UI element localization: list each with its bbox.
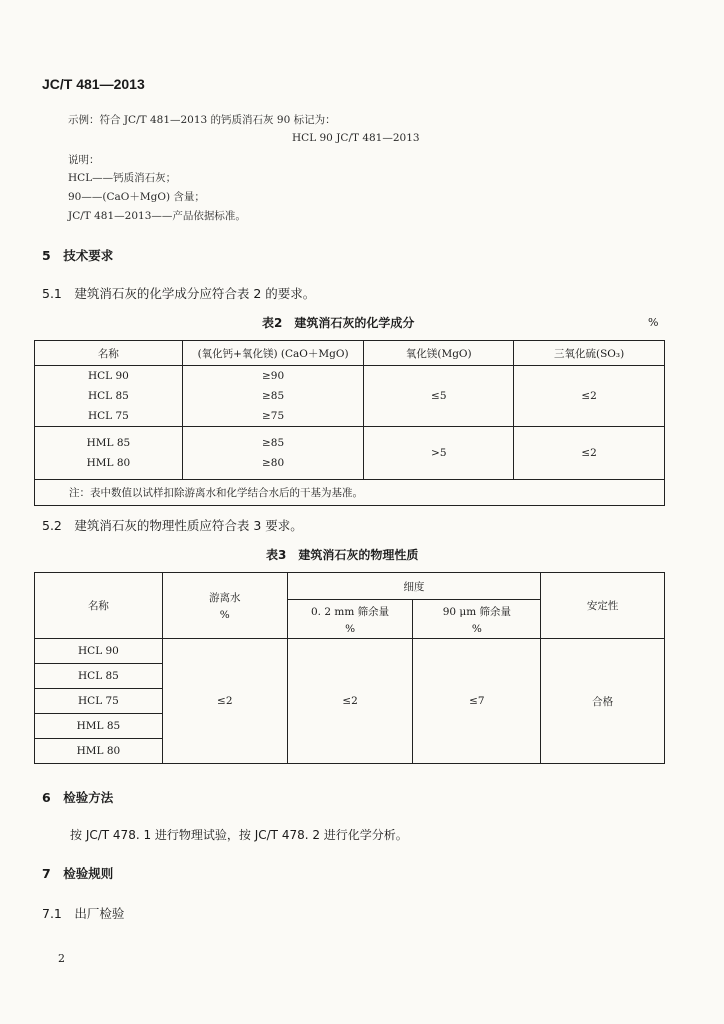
explain-item: HCL——钙质消石灰；	[68, 172, 177, 184]
section-title: 6 检验方法	[42, 790, 114, 805]
clause-5-1: 5.1 建筑消石灰的化学成分应符合表 2 的要求。	[42, 286, 316, 301]
table3-header: 游离水 %	[162, 573, 287, 639]
cao-cell: ≥90 ≥85 ≥75	[182, 366, 364, 427]
name-cell: HML 80	[35, 739, 163, 764]
table2-note: 注：表中数值以试样扣除游离水和化学结合水后的干基为基准。	[35, 480, 665, 506]
water-cell: ≤2	[162, 639, 287, 764]
table2-caption: 表2 建筑消石灰的化学成分	[262, 316, 415, 330]
clause-7-1: 7.1 出厂检验	[42, 906, 125, 921]
name-cell: HCL 85	[35, 664, 163, 689]
name-cell: HCL 90 HCL 85 HCL 75	[35, 366, 183, 427]
explain-item: 90——(CaO＋MgO) 含量；	[68, 191, 205, 203]
name-cell: HML 85 HML 80	[35, 427, 183, 480]
name-cell: HML 85	[35, 714, 163, 739]
mgo-cell: ≤5	[364, 366, 514, 427]
table3-header: 0. 2 mm 筛余量 %	[287, 600, 413, 639]
stability-cell: 合格	[541, 639, 665, 764]
table2-header: (氧化钙+氧化镁) (CaO＋MgO)	[182, 341, 364, 366]
mgo-cell: >5	[364, 427, 514, 480]
fine2-cell: ≤7	[413, 639, 541, 764]
table2-unit: %	[648, 316, 659, 329]
section-title: 5 技术要求	[42, 248, 114, 263]
table2-header: 名称	[35, 341, 183, 366]
section-title: 7 检验规则	[42, 866, 114, 881]
table3-header: 名称	[35, 573, 163, 639]
table2	[34, 340, 665, 506]
table3-header: 细度	[287, 573, 541, 600]
so3-cell: ≤2	[514, 366, 665, 427]
table-row	[35, 427, 665, 480]
section6-body: 按 JC/T 478. 1 进行物理试验，按 JC/T 478. 2 进行化学分析。	[70, 828, 408, 842]
name-cell: HCL 75	[35, 689, 163, 714]
table2-header: 氧化镁(MgO)	[364, 341, 514, 366]
table-row	[35, 639, 665, 664]
table3	[34, 572, 665, 764]
example-mark: HCL 90 JC/T 481—2013	[292, 132, 420, 144]
table3-caption: 表3 建筑消石灰的物理性质	[266, 548, 419, 562]
page-number: 2	[58, 952, 65, 965]
cao-cell: ≥85 ≥80	[182, 427, 364, 480]
table3-header: 安定性	[541, 573, 665, 639]
table2-header: 三氧化硫(SO₃)	[514, 341, 665, 366]
explain-item: JC/T 481—2013——产品依据标准。	[68, 210, 246, 222]
standard-number: JC/T 481—2013	[42, 76, 145, 92]
table-row	[35, 366, 665, 427]
example-line: 示例：符合 JC/T 481—2013 的钙质消石灰 90 标记为：	[68, 114, 336, 126]
table3-header: 90 μm 筛余量 %	[413, 600, 541, 639]
so3-cell: ≤2	[514, 427, 665, 480]
explain-title: 说明：	[68, 154, 100, 166]
clause-5-2: 5.2 建筑消石灰的物理性质应符合表 3 要求。	[42, 518, 303, 533]
fine1-cell: ≤2	[287, 639, 413, 764]
name-cell: HCL 90	[35, 639, 163, 664]
